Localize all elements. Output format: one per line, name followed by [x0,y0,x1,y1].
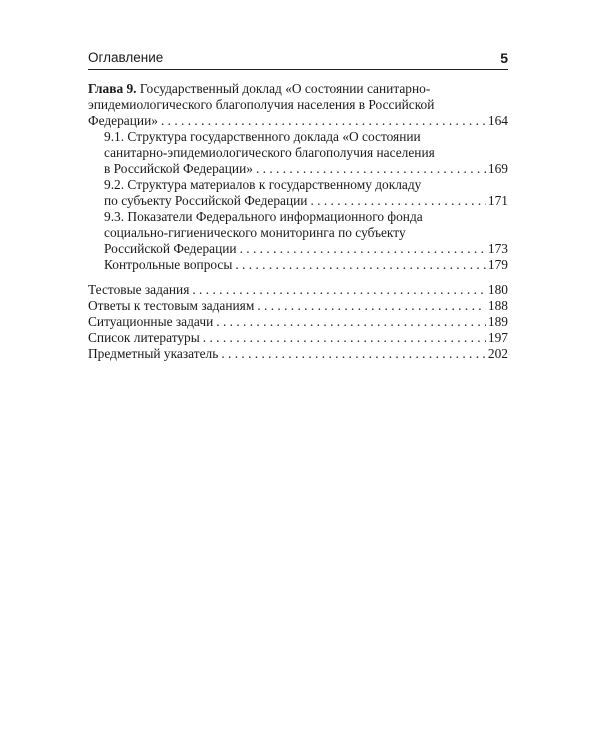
toc-entry-tests[interactable] [88,282,508,298]
subsection-title-line: по субъекту Российской Федерации [104,193,308,208]
chapter-label: Глава 9. [88,81,137,96]
toc-page-number: 189 [487,314,508,329]
toc-page-number: 180 [487,282,508,297]
running-head-title: Оглавление [88,50,164,65]
toc-entry-title: Тестовые задания [88,282,190,297]
dot-leader [257,298,486,314]
toc-page-number: 179 [487,257,508,272]
table-of-contents [88,81,508,362]
toc-page-number: 164 [487,113,508,128]
toc-entry-control-questions[interactable] [88,257,508,273]
toc-page-number: 171 [487,193,508,208]
dot-leader [203,330,486,346]
toc-entry-subject-index[interactable] [88,346,508,362]
toc-page-number: 188 [487,298,508,313]
toc-entry-9-2[interactable] [88,177,508,209]
page [88,50,508,362]
toc-page-number: 197 [487,330,508,345]
toc-page-number: 169 [487,161,508,176]
dot-leader [161,113,486,129]
subsection-title-line: санитарно-эпидемиологического благополучия населения [104,145,435,160]
toc-entry-9-1[interactable] [88,129,508,177]
toc-entry-title: Ответы к тестовым заданиям [88,298,255,313]
toc-entry-line [88,81,508,97]
toc-entry-title: Ситуационные задачи [88,314,214,329]
toc-entry-title: Список литературы [88,330,200,345]
toc-page-number: 202 [487,346,508,361]
dot-leader [221,346,486,362]
toc-entry-case-tasks[interactable] [88,314,508,330]
chapter-title-line: Государственный доклад «О состоянии санитарно- [139,81,431,96]
toc-page-number: 173 [487,241,508,256]
dot-leader [192,282,486,298]
toc-entry-references[interactable] [88,330,508,346]
subsection-title-line: 9.2. Структура материалов к государственному докладу [104,177,422,192]
chapter-title-line: Федерации» [88,113,158,128]
running-head [88,50,508,70]
dot-leader [216,314,486,330]
chapter-title-line: эпидемиологического благополучия населения в Российской [88,97,435,112]
dot-leader [240,241,486,257]
subsection-title-line: Российской Федерации [104,241,237,256]
subsection-title-line: 9.3. Показатели Федерального информационного фонда [104,209,423,224]
page-number: 5 [500,50,508,66]
subsection-title-line: Контрольные вопросы [104,257,233,272]
dot-leader [310,193,485,209]
dot-leader [256,161,486,177]
dot-leader [235,257,486,273]
toc-entry-title: Предметный указатель [88,346,219,361]
subsection-title-line: социально-гигиенического мониторинга по субъекту [104,225,406,240]
section-gap [88,273,508,282]
toc-entry-chapter-9[interactable] [88,81,508,129]
subsection-title-line: в Российской Федерации» [104,161,253,176]
toc-entry-9-3[interactable] [88,209,508,257]
subsection-title-line: 9.1. Структура государственного доклада «О состоянии [104,129,421,144]
toc-entry-test-answers[interactable] [88,298,508,314]
